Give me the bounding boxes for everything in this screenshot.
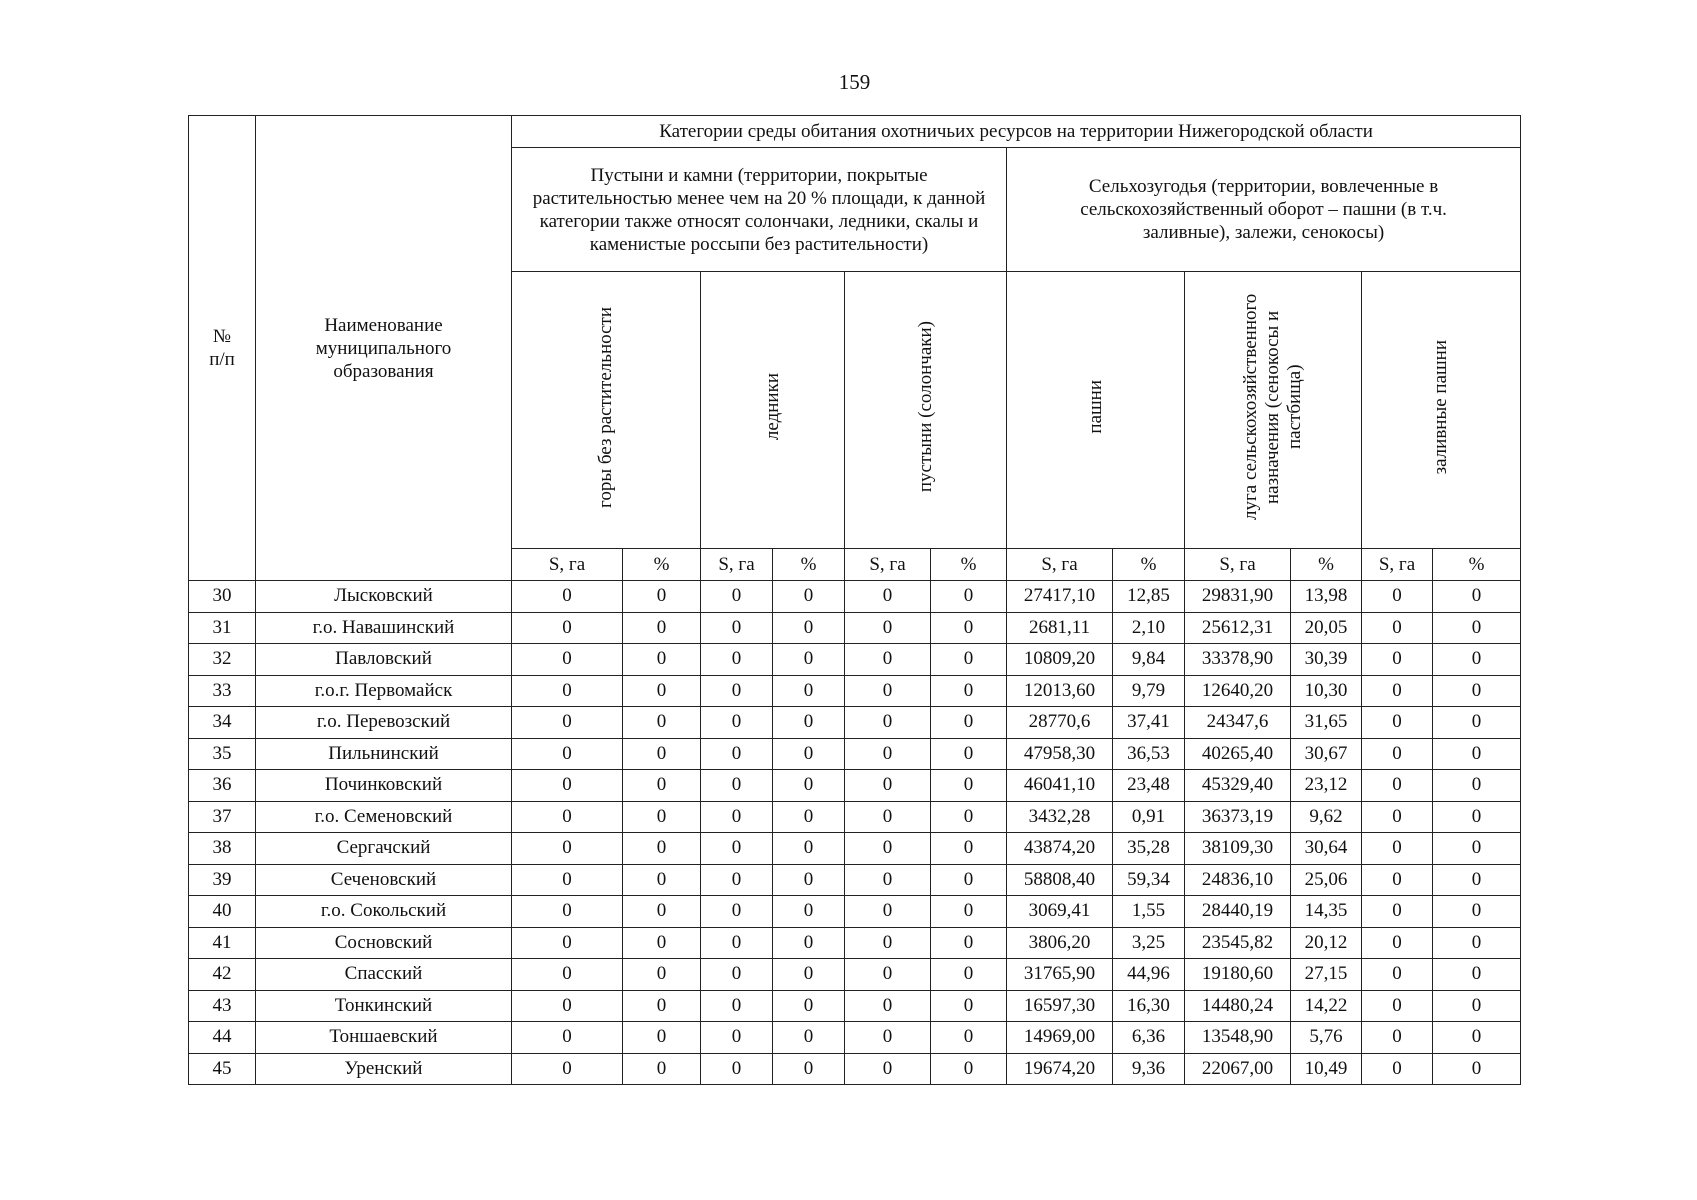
value-cell: 43874,20: [1007, 833, 1113, 865]
value-cell: 0: [623, 896, 701, 928]
value-cell: 0: [512, 833, 623, 865]
municipality-name: Тонкинский: [256, 990, 512, 1022]
value-cell: 0: [701, 644, 773, 676]
value-cell: 0: [931, 770, 1007, 802]
row-number: 32: [189, 644, 256, 676]
table-row: [189, 896, 1521, 928]
value-cell: 0: [1362, 801, 1433, 833]
value-cell: 0: [512, 801, 623, 833]
value-cell: 0: [512, 581, 623, 613]
value-cell: 0: [773, 738, 845, 770]
value-cell: 0: [623, 770, 701, 802]
header-num: № п/п: [189, 116, 256, 581]
value-cell: 0: [1362, 707, 1433, 739]
value-cell: 35,28: [1113, 833, 1185, 865]
value-cell: 0: [773, 581, 845, 613]
value-cell: 0: [773, 675, 845, 707]
table-row: [189, 927, 1521, 959]
row-number: 42: [189, 959, 256, 991]
value-cell: 0: [931, 707, 1007, 739]
value-cell: 0: [701, 1022, 773, 1054]
value-cell: 0: [701, 612, 773, 644]
value-cell: 0: [773, 1053, 845, 1085]
row-number: 45: [189, 1053, 256, 1085]
value-cell: 0: [931, 990, 1007, 1022]
value-cell: 3069,41: [1007, 896, 1113, 928]
table-row: [189, 612, 1521, 644]
value-cell: 0: [773, 644, 845, 676]
table-row: [189, 707, 1521, 739]
value-cell: 0: [1433, 959, 1521, 991]
value-cell: 30,39: [1291, 644, 1362, 676]
value-cell: 16,30: [1113, 990, 1185, 1022]
table-row: [189, 959, 1521, 991]
table-row: [189, 801, 1521, 833]
unit-pct: %: [1113, 549, 1185, 581]
value-cell: 0: [512, 1053, 623, 1085]
value-cell: 9,84: [1113, 644, 1185, 676]
table-row: [189, 675, 1521, 707]
value-cell: 0: [512, 770, 623, 802]
unit-s: S, га: [1007, 549, 1113, 581]
table-row: [189, 833, 1521, 865]
table-row: [189, 581, 1521, 613]
value-cell: 0: [623, 738, 701, 770]
value-cell: 9,36: [1113, 1053, 1185, 1085]
row-number: 31: [189, 612, 256, 644]
value-cell: 0: [623, 959, 701, 991]
header-sub-arable: пашни: [1007, 272, 1185, 549]
value-cell: 2,10: [1113, 612, 1185, 644]
value-cell: 33378,90: [1185, 644, 1291, 676]
value-cell: 30,64: [1291, 833, 1362, 865]
value-cell: 0: [1362, 896, 1433, 928]
value-cell: 0: [773, 990, 845, 1022]
value-cell: 0: [1433, 990, 1521, 1022]
value-cell: 14,35: [1291, 896, 1362, 928]
municipality-name: Сосновский: [256, 927, 512, 959]
value-cell: 12013,60: [1007, 675, 1113, 707]
value-cell: 0: [701, 833, 773, 865]
value-cell: 9,62: [1291, 801, 1362, 833]
page-number: 159: [838, 70, 871, 94]
header-category-title: Категории среды обитания охотничьих ресурсов на территории Нижегородской области: [512, 116, 1521, 148]
row-number: 39: [189, 864, 256, 896]
value-cell: 0: [1362, 927, 1433, 959]
table-row: [189, 864, 1521, 896]
value-cell: 0: [1362, 675, 1433, 707]
table-row: [189, 738, 1521, 770]
value-cell: 0: [1433, 770, 1521, 802]
header-sub-meadows: луга сельскохозяйственного назначения (сенокосы и пастбища): [1185, 272, 1362, 549]
value-cell: 0: [512, 675, 623, 707]
value-cell: 0: [1362, 738, 1433, 770]
value-cell: 0: [512, 927, 623, 959]
value-cell: 0: [773, 833, 845, 865]
municipality-name: Сергачский: [256, 833, 512, 865]
value-cell: 20,05: [1291, 612, 1362, 644]
municipality-name: Тоншаевский: [256, 1022, 512, 1054]
header-sub-glaciers: ледники: [701, 272, 845, 549]
value-cell: 0: [845, 1022, 931, 1054]
value-cell: 0: [701, 675, 773, 707]
value-cell: 0: [623, 801, 701, 833]
header-sub-mountains: горы без растительности: [512, 272, 701, 549]
habitat-table: [188, 115, 1521, 1085]
row-number: 38: [189, 833, 256, 865]
unit-s: S, га: [1362, 549, 1433, 581]
value-cell: 0: [512, 707, 623, 739]
value-cell: 0: [931, 1053, 1007, 1085]
value-cell: 45329,40: [1185, 770, 1291, 802]
header-sub-floodplain: заливные пашни: [1362, 272, 1521, 549]
row-number: 41: [189, 927, 256, 959]
municipality-name: г.о. Семеновский: [256, 801, 512, 833]
municipality-name: Спасский: [256, 959, 512, 991]
value-cell: 13548,90: [1185, 1022, 1291, 1054]
value-cell: 0: [931, 675, 1007, 707]
value-cell: 30,67: [1291, 738, 1362, 770]
value-cell: 0: [931, 896, 1007, 928]
value-cell: 0: [1362, 1053, 1433, 1085]
value-cell: 0: [1433, 738, 1521, 770]
value-cell: 0: [845, 927, 931, 959]
value-cell: 0: [512, 864, 623, 896]
value-cell: 0: [931, 581, 1007, 613]
value-cell: 0: [773, 801, 845, 833]
value-cell: 0: [701, 770, 773, 802]
value-cell: 0: [701, 707, 773, 739]
value-cell: 0: [512, 990, 623, 1022]
value-cell: 23,12: [1291, 770, 1362, 802]
value-cell: 0: [1433, 612, 1521, 644]
value-cell: 36373,19: [1185, 801, 1291, 833]
value-cell: 0: [701, 927, 773, 959]
value-cell: 0: [845, 644, 931, 676]
unit-pct: %: [623, 549, 701, 581]
value-cell: 0: [773, 1022, 845, 1054]
value-cell: 20,12: [1291, 927, 1362, 959]
value-cell: 0: [931, 738, 1007, 770]
value-cell: 37,41: [1113, 707, 1185, 739]
row-number: 43: [189, 990, 256, 1022]
value-cell: 0: [845, 770, 931, 802]
value-cell: 0: [773, 927, 845, 959]
value-cell: 23545,82: [1185, 927, 1291, 959]
value-cell: 38109,30: [1185, 833, 1291, 865]
value-cell: 0: [512, 612, 623, 644]
value-cell: 31765,90: [1007, 959, 1113, 991]
value-cell: 0: [623, 864, 701, 896]
value-cell: 0: [1433, 581, 1521, 613]
value-cell: 2681,11: [1007, 612, 1113, 644]
value-cell: 0: [931, 864, 1007, 896]
value-cell: 1,55: [1113, 896, 1185, 928]
value-cell: 0: [623, 833, 701, 865]
row-number: 40: [189, 896, 256, 928]
municipality-name: г.о. Сокольский: [256, 896, 512, 928]
value-cell: 0: [845, 581, 931, 613]
value-cell: 0: [623, 1053, 701, 1085]
value-cell: 0: [1362, 959, 1433, 991]
value-cell: 31,65: [1291, 707, 1362, 739]
value-cell: 0: [512, 738, 623, 770]
value-cell: 27417,10: [1007, 581, 1113, 613]
value-cell: 0: [773, 770, 845, 802]
value-cell: 0: [701, 959, 773, 991]
value-cell: 0: [1433, 896, 1521, 928]
unit-s: S, га: [701, 549, 773, 581]
value-cell: 14,22: [1291, 990, 1362, 1022]
value-cell: 28770,6: [1007, 707, 1113, 739]
municipality-name: Лысковский: [256, 581, 512, 613]
value-cell: 0: [701, 801, 773, 833]
row-number: 44: [189, 1022, 256, 1054]
value-cell: 12,85: [1113, 581, 1185, 613]
table-row: [189, 770, 1521, 802]
value-cell: 0: [845, 896, 931, 928]
value-cell: 19180,60: [1185, 959, 1291, 991]
value-cell: 0: [1433, 864, 1521, 896]
value-cell: 0: [701, 864, 773, 896]
value-cell: 27,15: [1291, 959, 1362, 991]
value-cell: 6,36: [1113, 1022, 1185, 1054]
header-name: Наименование муниципального образования: [256, 116, 512, 581]
value-cell: 0: [623, 927, 701, 959]
header-group-farmland: Сельхозугодья (территории, вовлеченные в сельскохозяйственный оборот – пашни (в т.ч. заливные), залежи, сенокосы): [1007, 148, 1521, 272]
row-number: 37: [189, 801, 256, 833]
value-cell: 0: [1362, 581, 1433, 613]
unit-pct: %: [1433, 549, 1521, 581]
value-cell: 0: [623, 1022, 701, 1054]
header-sub-deserts: пустыни (солончаки): [845, 272, 1007, 549]
municipality-name: г.о. Навашинский: [256, 612, 512, 644]
row-number: 36: [189, 770, 256, 802]
value-cell: 0: [845, 990, 931, 1022]
unit-s: S, га: [845, 549, 931, 581]
value-cell: 0: [623, 612, 701, 644]
value-cell: 0: [1362, 990, 1433, 1022]
value-cell: 13,98: [1291, 581, 1362, 613]
value-cell: 0: [1433, 675, 1521, 707]
value-cell: 10,49: [1291, 1053, 1362, 1085]
row-number: 34: [189, 707, 256, 739]
value-cell: 40265,40: [1185, 738, 1291, 770]
value-cell: 5,76: [1291, 1022, 1362, 1054]
value-cell: 0: [845, 707, 931, 739]
value-cell: 3806,20: [1007, 927, 1113, 959]
value-cell: 59,34: [1113, 864, 1185, 896]
municipality-name: Уренский: [256, 1053, 512, 1085]
value-cell: 10809,20: [1007, 644, 1113, 676]
municipality-name: Павловский: [256, 644, 512, 676]
value-cell: 0: [931, 1022, 1007, 1054]
value-cell: 3,25: [1113, 927, 1185, 959]
value-cell: 58808,40: [1007, 864, 1113, 896]
value-cell: 0: [1362, 612, 1433, 644]
table-row: [189, 1053, 1521, 1085]
value-cell: 0: [1433, 707, 1521, 739]
value-cell: 0,91: [1113, 801, 1185, 833]
unit-pct: %: [1291, 549, 1362, 581]
value-cell: 16597,30: [1007, 990, 1113, 1022]
municipality-name: Пильнинский: [256, 738, 512, 770]
value-cell: 29831,90: [1185, 581, 1291, 613]
value-cell: 0: [701, 738, 773, 770]
value-cell: 0: [1433, 1022, 1521, 1054]
value-cell: 0: [1362, 770, 1433, 802]
value-cell: 25612,31: [1185, 612, 1291, 644]
value-cell: 0: [845, 801, 931, 833]
value-cell: 0: [773, 864, 845, 896]
value-cell: 0: [1362, 1022, 1433, 1054]
value-cell: 22067,00: [1185, 1053, 1291, 1085]
table-row: [189, 644, 1521, 676]
value-cell: 0: [845, 864, 931, 896]
row-number: 35: [189, 738, 256, 770]
value-cell: 0: [623, 990, 701, 1022]
value-cell: 0: [1362, 833, 1433, 865]
unit-pct: %: [931, 549, 1007, 581]
value-cell: 28440,19: [1185, 896, 1291, 928]
value-cell: 0: [623, 581, 701, 613]
value-cell: 36,53: [1113, 738, 1185, 770]
value-cell: 0: [773, 896, 845, 928]
value-cell: 0: [931, 801, 1007, 833]
value-cell: 0: [701, 581, 773, 613]
value-cell: 0: [701, 1053, 773, 1085]
value-cell: 0: [931, 959, 1007, 991]
value-cell: 0: [845, 612, 931, 644]
value-cell: 0: [931, 612, 1007, 644]
value-cell: 0: [1433, 833, 1521, 865]
table-row: [189, 1022, 1521, 1054]
value-cell: 0: [1362, 864, 1433, 896]
value-cell: 0: [1433, 1053, 1521, 1085]
value-cell: 0: [623, 644, 701, 676]
value-cell: 44,96: [1113, 959, 1185, 991]
value-cell: 0: [845, 959, 931, 991]
value-cell: 0: [931, 927, 1007, 959]
value-cell: 23,48: [1113, 770, 1185, 802]
value-cell: 25,06: [1291, 864, 1362, 896]
value-cell: 0: [623, 675, 701, 707]
value-cell: 0: [845, 738, 931, 770]
value-cell: 24347,6: [1185, 707, 1291, 739]
value-cell: 0: [512, 644, 623, 676]
value-cell: 0: [773, 707, 845, 739]
row-number: 30: [189, 581, 256, 613]
value-cell: 0: [512, 1022, 623, 1054]
value-cell: 0: [512, 896, 623, 928]
value-cell: 0: [1433, 801, 1521, 833]
municipality-name: г.о. Перевозский: [256, 707, 512, 739]
value-cell: 0: [512, 959, 623, 991]
table-row: [189, 990, 1521, 1022]
value-cell: 0: [845, 675, 931, 707]
value-cell: 0: [1433, 644, 1521, 676]
value-cell: 47958,30: [1007, 738, 1113, 770]
value-cell: 10,30: [1291, 675, 1362, 707]
value-cell: 0: [773, 612, 845, 644]
value-cell: 0: [1362, 644, 1433, 676]
header-group-deserts: Пустыни и камни (территории, покрытые растительностью менее чем на 20 % площади, к данной категории также относят солончаки, ледники, скалы и каменистые россыпи без растительности): [512, 148, 1007, 272]
value-cell: 0: [1433, 927, 1521, 959]
municipality-name: Починковский: [256, 770, 512, 802]
value-cell: 9,79: [1113, 675, 1185, 707]
value-cell: 3432,28: [1007, 801, 1113, 833]
value-cell: 0: [931, 644, 1007, 676]
unit-s: S, га: [512, 549, 623, 581]
value-cell: 0: [773, 959, 845, 991]
value-cell: 46041,10: [1007, 770, 1113, 802]
municipality-name: Сеченовский: [256, 864, 512, 896]
table-body: [189, 581, 1521, 1085]
value-cell: 0: [701, 990, 773, 1022]
value-cell: 14480,24: [1185, 990, 1291, 1022]
unit-s: S, га: [1185, 549, 1291, 581]
value-cell: 0: [845, 833, 931, 865]
value-cell: 0: [931, 833, 1007, 865]
unit-pct: %: [773, 549, 845, 581]
value-cell: 14969,00: [1007, 1022, 1113, 1054]
value-cell: 0: [623, 707, 701, 739]
value-cell: 24836,10: [1185, 864, 1291, 896]
municipality-name: г.о.г. Первомайск: [256, 675, 512, 707]
row-number: 33: [189, 675, 256, 707]
value-cell: 0: [701, 896, 773, 928]
value-cell: 19674,20: [1007, 1053, 1113, 1085]
value-cell: 12640,20: [1185, 675, 1291, 707]
value-cell: 0: [845, 1053, 931, 1085]
